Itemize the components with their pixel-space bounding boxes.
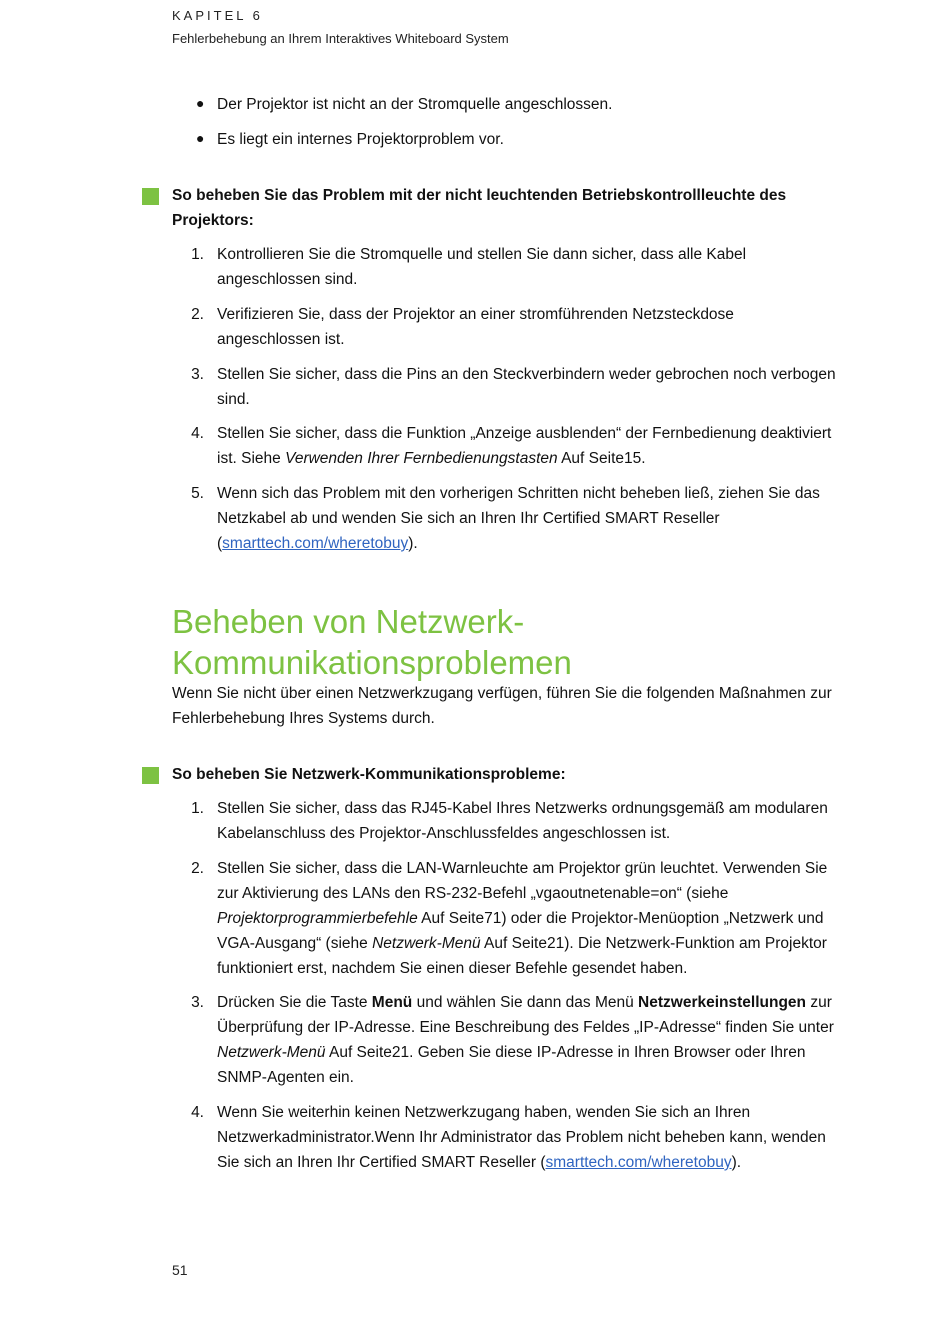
step-text bbox=[217, 990, 832, 1015]
text-run: ist. Siehe bbox=[217, 450, 286, 467]
step-text bbox=[217, 931, 827, 956]
step-text bbox=[217, 531, 418, 556]
text-run: und wählen Sie dann das Menü bbox=[412, 994, 639, 1011]
text-run: VGA-Ausgang“ (siehe bbox=[217, 935, 373, 952]
step-text bbox=[217, 1040, 805, 1065]
step-text: Netzwerkadministrator.Wenn Ihr Administrator das Problem nicht beheben kann, wenden bbox=[217, 1129, 826, 1146]
step-number: 3. bbox=[191, 994, 204, 1011]
step-text: Wenn Sie weiterhin keinen Netzwerkzugang haben, wenden Sie sich an Ihren bbox=[217, 1104, 751, 1121]
chapter-label: KAPITEL 6 bbox=[172, 8, 263, 23]
step-text: zur Aktivierung des LANs den RS-232-Befehl „vgaoutnetenable=on“ (siehe bbox=[217, 885, 729, 902]
step-number: 2. bbox=[191, 860, 204, 877]
step-number: 5. bbox=[191, 485, 204, 502]
step-text: Überprüfung der IP-Adresse. Eine Beschreibung des Feldes „IP-Adresse“ finden Sie unter bbox=[217, 1019, 834, 1036]
step-text bbox=[217, 1150, 741, 1175]
bullet-item: Der Projektor ist nicht an der Stromquelle angeschlossen. bbox=[217, 96, 613, 113]
text-run: Auf Seite21. Geben Sie diese IP-Adresse in Ihren Browser oder Ihren bbox=[325, 1044, 806, 1061]
step-text: sind. bbox=[217, 391, 250, 408]
text-run: Auf Seite15. bbox=[557, 450, 646, 467]
cross-reference: Projektorprogrammierbefehle bbox=[217, 910, 418, 927]
text-run: Auf Seite71) oder die Projektor-Menüoption „Netzwerk und bbox=[417, 910, 824, 927]
reseller-link[interactable]: smarttech.com/wheretobuy bbox=[222, 535, 409, 552]
section-heading: Beheben von Netzwerk- bbox=[172, 603, 525, 640]
page-number: 51 bbox=[172, 1262, 188, 1278]
bullet-item: Es liegt ein internes Projektorproblem vor. bbox=[217, 131, 504, 148]
text-run: Sie sich an Ihren Ihr Certified SMART Reseller ( bbox=[217, 1154, 546, 1171]
menu-name: Netzwerkeinstellungen bbox=[638, 994, 807, 1011]
procedure-title: So beheben Sie Netzwerk-Kommunikationsprobleme: bbox=[172, 766, 566, 783]
step-number: 1. bbox=[191, 246, 204, 263]
section-heading: Kommunikationsproblemen bbox=[172, 644, 572, 681]
cross-reference: Verwenden Ihrer Fernbedienungstasten bbox=[285, 450, 558, 467]
cross-reference: Netzwerk-Menü bbox=[372, 935, 481, 952]
step-text: Stellen Sie sicher, dass das RJ45-Kabel Ihres Netzwerks ordnungsgemäß am modularen bbox=[217, 800, 828, 817]
reseller-link[interactable]: smarttech.com/wheretobuy bbox=[545, 1154, 732, 1171]
step-text: Kabelanschluss des Projektor-Anschlussfeldes angeschlossen ist. bbox=[217, 825, 671, 842]
step-text bbox=[217, 906, 824, 931]
procedure-title: So beheben Sie das Problem mit der nicht leuchtenden Betriebskontrollleuchte des bbox=[172, 187, 787, 204]
step-text: angeschlossen sind. bbox=[217, 271, 358, 288]
procedure-title: Projektors: bbox=[172, 212, 254, 229]
step-text bbox=[217, 446, 646, 471]
step-number: 4. bbox=[191, 425, 204, 442]
cross-reference: Netzwerk-Menü bbox=[217, 1044, 326, 1061]
text-run: ( bbox=[217, 535, 223, 552]
step-text: Netzkabel ab und wenden Sie sich an Ihren Ihr Certified SMART Reseller bbox=[217, 510, 720, 527]
step-text: Stellen Sie sicher, dass die Pins an den Steckverbindern weder gebrochen noch verbogen bbox=[217, 366, 836, 383]
step-number: 3. bbox=[191, 366, 204, 383]
bullet-dot: ● bbox=[196, 95, 205, 111]
procedure-marker-icon bbox=[142, 188, 159, 205]
section-intro: Fehlerbehebung Ihres Systems durch. bbox=[172, 710, 435, 727]
procedure-marker-icon bbox=[142, 767, 159, 784]
step-text: Stellen Sie sicher, dass die LAN-Warnleuchte am Projektor grün leuchtet. Verwenden Sie bbox=[217, 860, 828, 877]
menu-key-name: Menü bbox=[371, 994, 413, 1011]
text-run: zur bbox=[806, 994, 832, 1011]
text-run: Drücken Sie die Taste bbox=[217, 994, 372, 1011]
bullet-dot: ● bbox=[196, 130, 205, 146]
text-run: ). bbox=[731, 1154, 742, 1171]
step-text: SNMP-Agenten ein. bbox=[217, 1069, 354, 1086]
step-text: angeschlossen ist. bbox=[217, 331, 345, 348]
step-number: 1. bbox=[191, 800, 204, 817]
chapter-subtitle: Fehlerbehebung an Ihrem Interaktives Whiteboard System bbox=[172, 31, 509, 46]
step-number: 4. bbox=[191, 1104, 204, 1121]
step-text: Stellen Sie sicher, dass die Funktion „Anzeige ausblenden“ der Fernbedienung deaktiviert bbox=[217, 425, 832, 442]
step-text: funktioniert erst, nachdem Sie einen dieser Befehle gesendet haben. bbox=[217, 960, 688, 977]
text-run: ). bbox=[408, 535, 418, 552]
step-text: Kontrollieren Sie die Stromquelle und stellen Sie dann sicher, dass alle Kabel bbox=[217, 246, 747, 263]
section-intro: Wenn Sie nicht über einen Netzwerkzugang verfügen, führen Sie die folgenden Maßnahmen zur bbox=[172, 685, 832, 702]
step-number: 2. bbox=[191, 306, 204, 323]
text-run: Auf Seite21). Die Netzwerk-Funktion am Projektor bbox=[480, 935, 827, 952]
step-text: Wenn sich das Problem mit den vorherigen Schritten nicht beheben ließ, ziehen Sie das bbox=[217, 485, 820, 502]
step-text: Verifizieren Sie, dass der Projektor an einer stromführenden Netzsteckdose bbox=[217, 306, 734, 323]
